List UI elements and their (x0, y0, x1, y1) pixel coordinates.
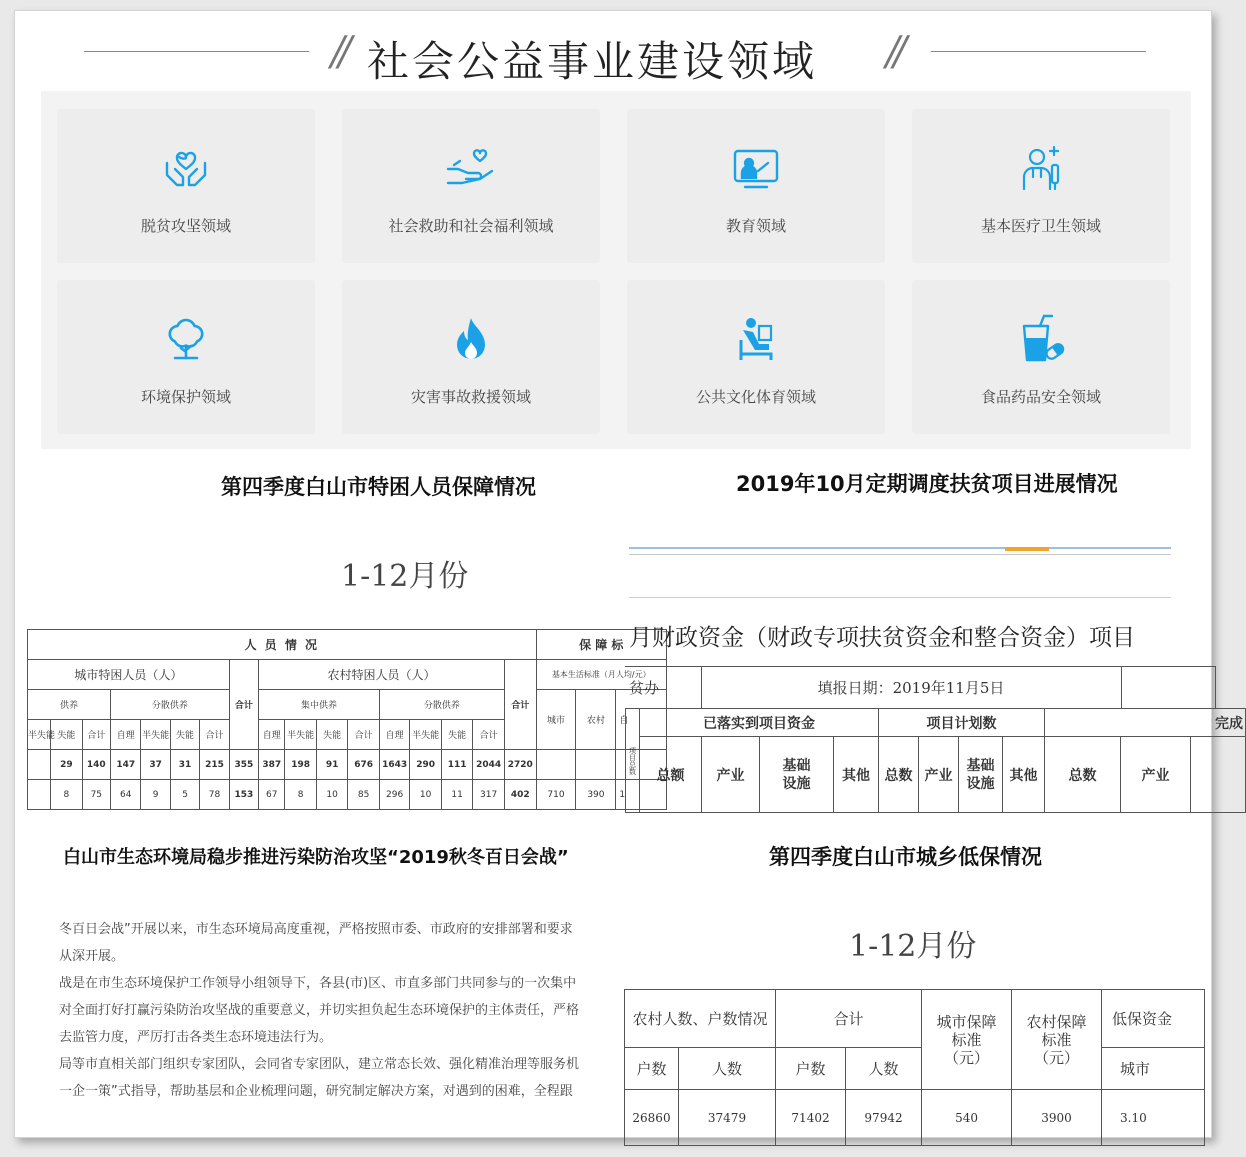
h-city-short: 城市 (536, 690, 576, 750)
cell: 676 (348, 750, 380, 780)
news2-divider (629, 597, 1171, 598)
cell: 290 (410, 750, 442, 780)
h-level: 合计 (348, 720, 380, 750)
h-scattered: 分散供养 (110, 690, 229, 720)
cell: 2720 (504, 750, 536, 780)
cell: 9 (141, 780, 170, 810)
cell: 147 (110, 750, 140, 780)
cell: 296 (379, 780, 409, 810)
h-total: 合计 (504, 660, 536, 750)
h-level: 自理 (110, 720, 140, 750)
col-count: 总数 (879, 737, 919, 813)
tile-poverty[interactable] (57, 109, 315, 263)
cell: 75 (82, 780, 110, 810)
h-level: 半失能 (410, 720, 442, 750)
col-infrastructure: 基础 设施 (760, 737, 834, 813)
cell: 540 (922, 1090, 1012, 1146)
header-rule-left (84, 51, 309, 52)
tile-label: 环境保护领域 (140, 388, 231, 406)
h-scattered: 分散供养 (379, 690, 504, 720)
low-income-table (624, 989, 1205, 1146)
col-industry: 产业 (702, 737, 760, 813)
h-cut: 自 (616, 690, 667, 750)
h-people: 人数 (679, 1048, 776, 1090)
cell: 37479 (679, 1090, 776, 1146)
news3-line: 去监管力度，严厉打击各类生态环境违法行为。 (59, 1030, 333, 1045)
cell: 78 (200, 780, 229, 810)
h-central: 集中供养 (259, 690, 380, 720)
fund-table (625, 708, 1246, 813)
tile-label: 公共文化体育领域 (695, 388, 816, 406)
h-implemented: 已落实到项目资金 (640, 709, 879, 737)
cell: 26860 (625, 1090, 679, 1146)
news3-line: 一企一策”式指导，帮助基层和企业梳理问题，研究制定解决方案，对遇到的困难，全程跟 (59, 1084, 573, 1099)
h-rural-count: 农村人数、户数情况 (625, 990, 776, 1048)
news3-line: 从深开展。 (59, 949, 125, 964)
h-level: 自理 (259, 720, 285, 750)
unit-label: 贫办 (625, 667, 701, 709)
col-other: 其他 (1003, 737, 1045, 813)
fill-info-table (625, 666, 1216, 709)
h-level: 半失能 (141, 720, 170, 750)
h-level: 半失能 (28, 720, 51, 750)
cell: 153 (229, 780, 258, 810)
col-industry: 产业 (1121, 737, 1191, 813)
h-level: 半失能 (285, 720, 317, 750)
cell: 31 (170, 750, 199, 780)
h-people: 人 员 情 况 (28, 630, 537, 660)
header-rule-right (931, 51, 1146, 52)
teacher-board-icon (731, 143, 781, 193)
reading-person-icon (731, 314, 781, 364)
tree-icon (161, 314, 211, 364)
cell: 11 (441, 780, 473, 810)
cell: 140 (82, 750, 110, 780)
special-poverty-table (27, 629, 667, 810)
h-level: 失能 (170, 720, 199, 750)
cell: 71402 (776, 1090, 846, 1146)
h-level: 失能 (316, 720, 348, 750)
h-city: 城市 (1102, 1048, 1205, 1090)
col-total: 总额 (640, 737, 702, 813)
cell: 390 (576, 780, 616, 810)
cell: 91 (316, 750, 348, 780)
tile-culture-sports[interactable] (627, 280, 885, 434)
cell: 1643 (379, 750, 409, 780)
cell: 3.10 (1102, 1090, 1205, 1146)
news-title-project-progress[interactable]: 2019年10月定期调度扶贫项目进展情况 (736, 472, 1118, 496)
cell: 10 (316, 780, 348, 810)
cell: 10 (410, 780, 442, 810)
cell: 3900 (1012, 1090, 1102, 1146)
giving-hand-icon (446, 143, 496, 193)
cell: 198 (285, 750, 317, 780)
fill-date: 填报日期：2019年11月5日 (701, 667, 1121, 709)
h-total: 合计 (776, 990, 922, 1048)
cell: 387 (259, 750, 285, 780)
h-rural-short: 农村 (576, 690, 616, 750)
cell: 8 (285, 780, 317, 810)
news1-period: 1-12月份 (341, 559, 469, 594)
h-complete: 完成 (1045, 709, 1246, 737)
cell: 67 (259, 780, 285, 810)
h-city-std: 城市保障 标准 （元） (922, 990, 1012, 1090)
tile-label: 灾害事故救援领域 (410, 388, 531, 406)
cell: 2044 (473, 750, 505, 780)
news-title-ecology[interactable]: 白山市生态环境局稳步推进污染防治攻坚“2019秋冬百日会战” (63, 847, 569, 868)
h-rural: 农村特困人员（人） (259, 660, 505, 690)
news-title-low-income[interactable]: 第四季度白山市城乡低保情况 (769, 845, 1042, 869)
news4-period: 1-12月份 (849, 929, 977, 964)
cell: 85 (348, 780, 380, 810)
h-level: 合计 (473, 720, 505, 750)
h-central: 供养 (28, 690, 111, 720)
tile-label: 脱贫攻坚领域 (140, 217, 231, 235)
h-level: 失能 (441, 720, 473, 750)
tile-label: 基本医疗卫生领域 (980, 217, 1101, 235)
tile-label: 食品药品安全领域 (980, 388, 1101, 406)
h-std: 基本生活标准（月人均/元） (536, 660, 666, 690)
side-label: 项目总数 (626, 709, 640, 813)
tile-education[interactable] (627, 109, 885, 263)
tile-disaster[interactable] (342, 280, 600, 434)
h-rural-std: 农村保障 标准 （元） (1012, 990, 1102, 1090)
news4-table-clip (625, 989, 1173, 1134)
news3-line: 战是在市生态环境保护工作领导小组领导下，各县(市)区、市直多部门共同参与的一次集中 (59, 976, 577, 991)
cell: 215 (200, 750, 229, 780)
drink-pill-icon (1016, 314, 1066, 364)
h-total: 合计 (229, 660, 258, 750)
h-guarantee: 保 障 标 (536, 630, 666, 660)
tile-food-drug[interactable] (912, 280, 1170, 434)
h-households: 户数 (625, 1048, 679, 1090)
cell: 1 (616, 780, 667, 810)
col-industry: 产业 (919, 737, 959, 813)
col-count: 总数 (1045, 737, 1121, 813)
cell: 29 (51, 750, 83, 780)
screenshot-frame (14, 10, 1244, 1138)
news3-line: 局等市直相关部门组织专家团队，会同省专家团队，建立常态长效、强化精准治理等服务机 (59, 1057, 580, 1072)
h-level: 自理 (379, 720, 409, 750)
header-slash-left: // (331, 29, 346, 75)
news3-line: 冬百日会战”开展以来，市生态环境局高度重视，严格按照市委、市政府的安排部署和要求 (59, 922, 573, 937)
cell: 355 (229, 750, 258, 780)
news2-rule (629, 547, 1171, 555)
doctor-icon (1016, 143, 1066, 193)
cell: 64 (110, 780, 140, 810)
h-plan: 项目计划数 (879, 709, 1045, 737)
news2-accent (1005, 547, 1049, 551)
h-level: 合计 (82, 720, 110, 750)
fire-icon (446, 314, 496, 364)
cell: 8 (51, 780, 83, 810)
tile-medical[interactable] (912, 109, 1170, 263)
cell: 5 (170, 780, 199, 810)
cell: 111 (441, 750, 473, 780)
header-slash-right: // (886, 29, 901, 75)
h-city: 城市特困人员（人） (28, 660, 230, 690)
news-title-special-poverty[interactable]: 第四季度白山市特困人员保障情况 (221, 475, 536, 499)
cell: 37 (141, 750, 170, 780)
h-people: 人数 (846, 1048, 922, 1090)
cell: 317 (473, 780, 505, 810)
h-level: 合计 (200, 720, 229, 750)
tile-label: 社会救助和社会福利领域 (388, 217, 554, 235)
tile-social-aid[interactable] (342, 109, 600, 263)
col-other: 其他 (834, 737, 879, 813)
h-level: 失能 (51, 720, 83, 750)
news2-doc-title: 月财政资金（财政专项扶贫资金和整合资金）项目 (629, 625, 1135, 651)
h-households: 户数 (776, 1048, 846, 1090)
news2-doc-clip (628, 666, 1244, 814)
tile-environment[interactable] (57, 280, 315, 434)
col-infrastructure: 基础 设施 (959, 737, 1003, 813)
cell: 97942 (846, 1090, 922, 1146)
tile-label: 教育领域 (725, 217, 786, 235)
cell: 402 (504, 780, 536, 810)
page-title: 社会公益事业建设领域 (367, 37, 818, 86)
hands-heart-icon (161, 143, 211, 193)
cell: 710 (536, 780, 576, 810)
h-fund: 低保资金 (1102, 990, 1205, 1048)
news3-line: 对全面打好打赢污染防治攻坚战的重要意义，并切实担负起生态环境保护的主体责任，严格 (59, 1003, 580, 1018)
